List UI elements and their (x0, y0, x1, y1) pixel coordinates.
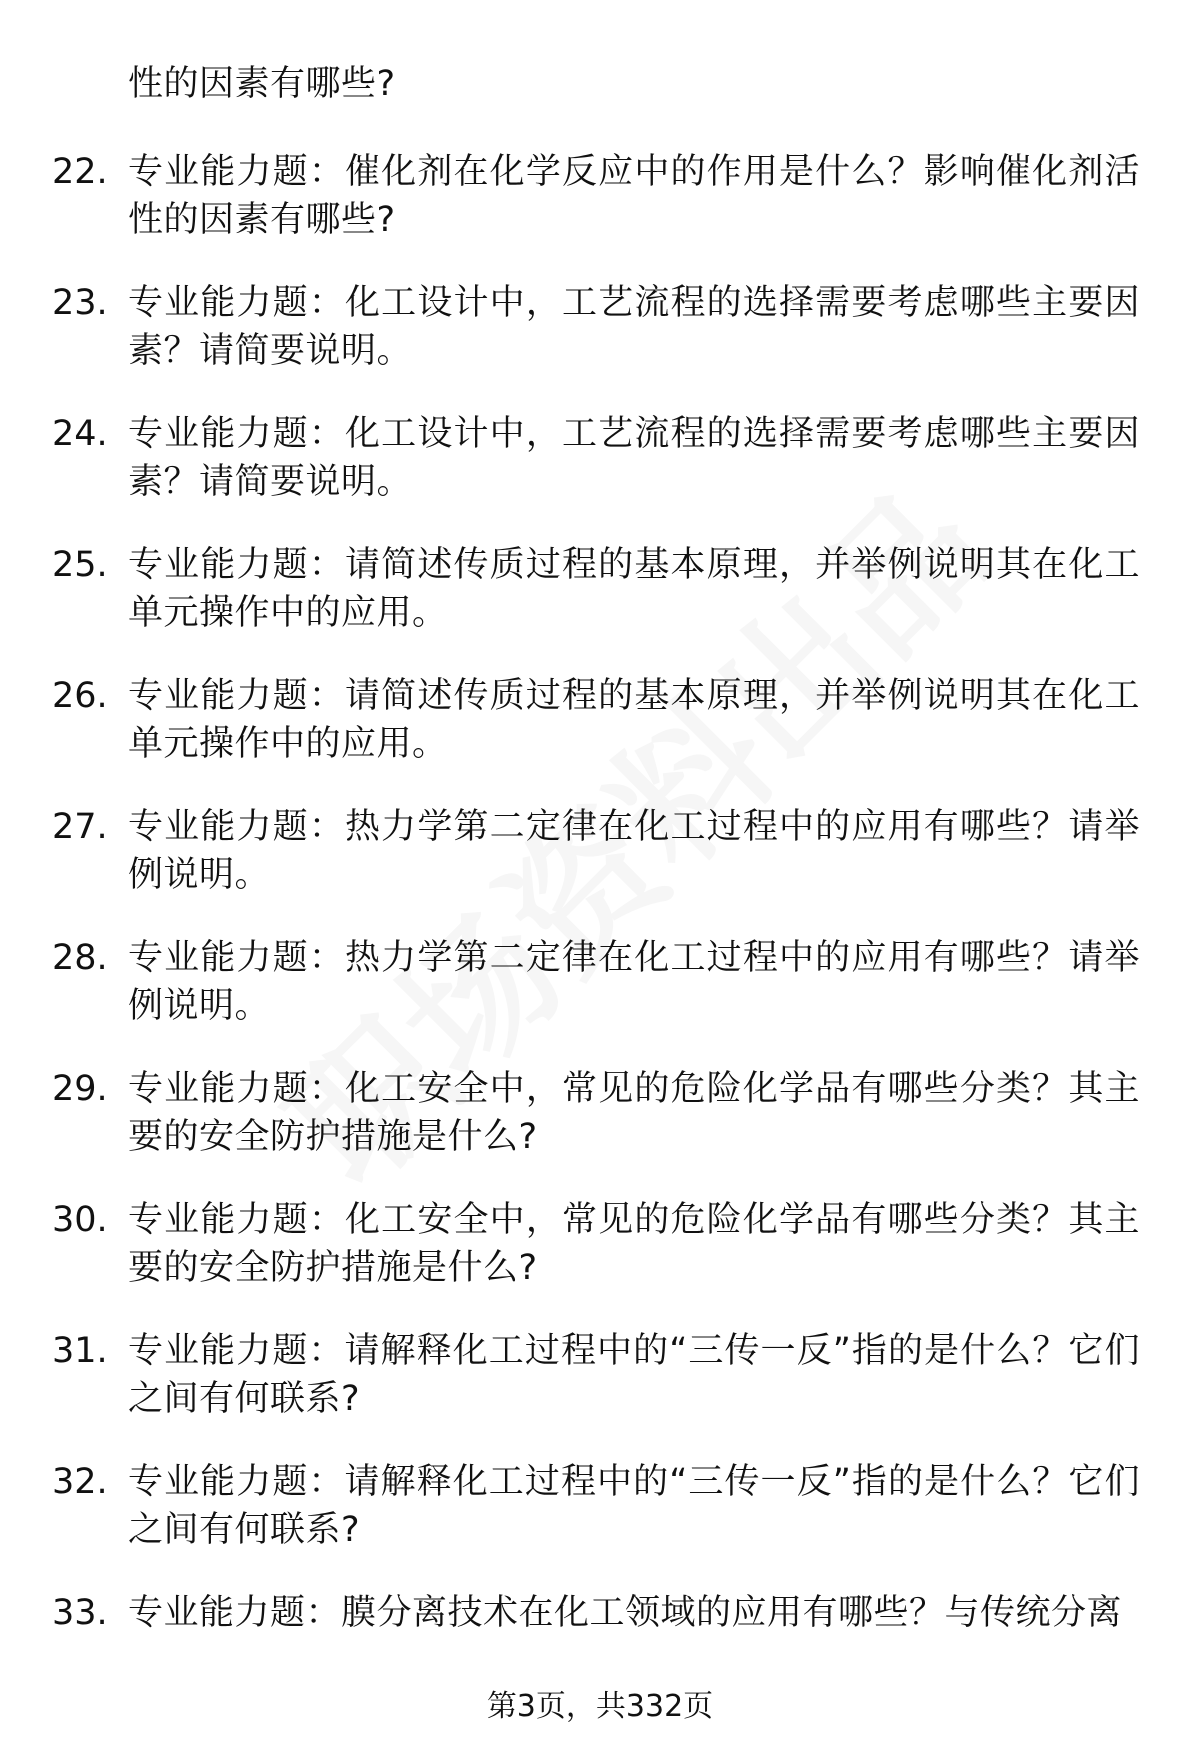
question-number: 28. (52, 938, 108, 978)
question-number: 27. (52, 807, 108, 847)
question-item (0, 934, 1200, 1065)
question-item (0, 803, 1200, 934)
question-number: 25. (52, 545, 108, 585)
question-number: 22. (52, 152, 108, 192)
question-item (0, 1458, 1200, 1589)
question-number: 31. (52, 1331, 108, 1371)
question-text: 专业能力题：化工设计中，工艺流程的选择需要考虑哪些主要因素？请简要说明。 (128, 414, 1140, 502)
question-text: 专业能力题：请解释化工过程中的“三传一反”指的是什么？它们之间有何联系? (128, 1462, 1140, 1550)
question-list (0, 148, 1200, 1720)
question-number: 29. (52, 1069, 108, 1109)
question-item (0, 410, 1200, 541)
continuation-text: 性的因素有哪些? (128, 64, 396, 104)
question-number: 24. (52, 414, 108, 454)
question-text: 专业能力题：热力学第二定律在化工过程中的应用有哪些？请举例说明。 (128, 807, 1140, 895)
question-item (0, 1327, 1200, 1458)
question-number: 30. (52, 1200, 108, 1240)
question-number: 23. (52, 283, 108, 323)
question-number: 26. (52, 676, 108, 716)
question-item (0, 279, 1200, 410)
page-footer: 第3页，共332页 (486, 1689, 714, 1724)
question-text: 专业能力题：请简述传质过程的基本原理，并举例说明其在化工单元操作中的应用。 (128, 676, 1140, 764)
question-item (0, 541, 1200, 672)
question-item (0, 1196, 1200, 1327)
question-text: 专业能力题：请解释化工过程中的“三传一反”指的是什么？它们之间有何联系? (128, 1331, 1140, 1419)
question-number: 33. (52, 1593, 108, 1633)
question-item (0, 672, 1200, 803)
question-text: 专业能力题：化工安全中，常见的危险化学品有哪些分类？其主要的安全防护措施是什么? (128, 1069, 1140, 1157)
question-text: 专业能力题：热力学第二定律在化工过程中的应用有哪些？请举例说明。 (128, 938, 1140, 1026)
question-item (0, 148, 1200, 279)
question-text: 专业能力题：化工安全中，常见的危险化学品有哪些分类？其主要的安全防护措施是什么? (128, 1200, 1140, 1288)
question-text: 专业能力题：膜分离技术在化工领域的应用有哪些？与传统分离 (128, 1593, 1123, 1633)
question-text: 专业能力题：化工设计中，工艺流程的选择需要考虑哪些主要因素？请简要说明。 (128, 283, 1140, 371)
question-number: 32. (52, 1462, 108, 1502)
question-text: 专业能力题：催化剂在化学反应中的作用是什么？影响催化剂活性的因素有哪些? (128, 152, 1140, 240)
question-text: 专业能力题：请简述传质过程的基本原理，并举例说明其在化工单元操作中的应用。 (128, 545, 1140, 633)
question-item (0, 1065, 1200, 1196)
